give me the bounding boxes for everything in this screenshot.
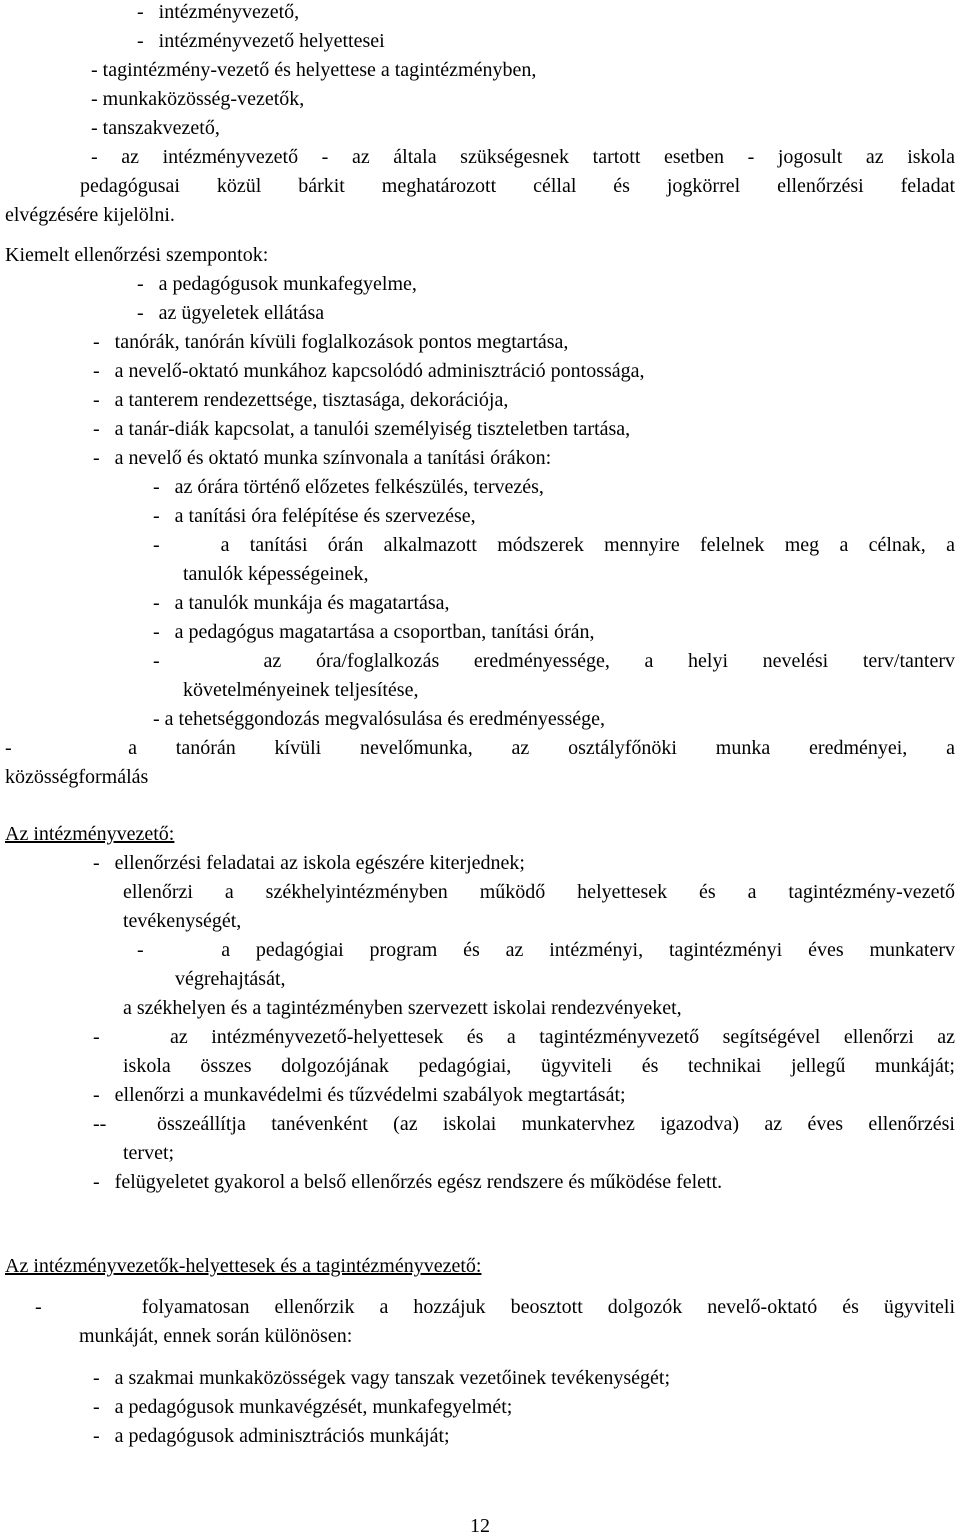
list-item: - folyamatosan ellenőrzik a hozzájuk beosztott dolgozók nevelő-oktató és ügyviteli [35,1296,955,1318]
list-item: - a tanterem rendezettsége, tisztasága, dekorációja, [93,389,509,411]
list-item-continued: iskola összes dolgozójának pedagógiai, ügyviteli és technikai jellegű munkáját; [123,1055,955,1077]
list-item: - az ügyeletek ellátása [137,302,325,324]
list-item-continued: munkáját, ennek során különösen: [79,1325,353,1347]
paragraph-line: elvégzésére kijelölni. [5,204,175,226]
list-item: - a pedagógusok adminisztrációs munkáját; [93,1425,450,1447]
list-item: - a nevelő és oktató munka színvonala a tanítási órákon: [93,447,552,469]
list-item: - a pedagógiai program és az intézményi, tagintézményi éves munkaterv [137,939,955,961]
list-item: - a pedagógusok munkavégzését, munkafegyelmét; [93,1396,513,1418]
list-item-continued: a székhelyen és a tagintézményben szervezett iskolai rendezvényeket, [123,997,682,1019]
list-item-continued: tanulók képességeinek, [183,563,369,585]
list-item: - tanórák, tanórán kívüli foglalkozások pontos megtartása, [93,331,569,353]
list-item-continued: ellenőrzi a székhelyintézményben működő helyettesek és a tagintézmény-vezető [123,881,955,903]
page-number: 12 [470,1515,490,1537]
list-item: - a nevelő-oktató munkához kapcsolódó adminisztráció pontossága, [93,360,645,382]
list-item: - a pedagógusok munkafegyelme, [137,273,417,295]
list-item: - munkaközösség-vezetők, [91,88,305,110]
list-item: - tanszakvezető, [91,117,220,139]
list-item: - a tanulók munkája és magatartása, [153,592,450,614]
section-heading: Az intézményvezető: [5,823,175,845]
section-heading: Az intézményvezetők-helyettesek és a tagintézményvezető: [5,1255,482,1277]
list-item-continued: követelményeinek teljesítése, [183,679,419,701]
section-heading: Kiemelt ellenőrzési szempontok: [5,244,269,266]
list-item: - a tanórán kívüli nevelőmunka, az osztályfőnöki munka eredményei, a [5,737,955,759]
list-item-continued: végrehajtását, [175,968,286,990]
list-item: - az intézményvezető-helyettesek és a tagintézményvezető segítségével ellenőrzi az [93,1026,955,1048]
list-item-continued: közösségformálás [5,766,149,788]
list-item: - intézményvezető, [137,1,300,23]
list-item: - az intézményvezető - az általa szükségesnek tartott esetben - jogosult az iskola [91,146,955,168]
list-item: - a tanítási órán alkalmazott módszerek mennyire felelnek meg a célnak, a [153,534,955,556]
list-item-continued: tevékenységét, [123,910,242,932]
list-item: - ellenőrzi a munkavédelmi és tűzvédelmi szabályok megtartását; [93,1084,626,1106]
list-item-continued: tervet; [123,1142,175,1164]
list-item: - a tehetséggondozás megvalósulása és eredményessége, [153,708,606,730]
list-item: - tagintézmény-vezető és helyettese a tagintézményben, [91,59,537,81]
list-item: -- összeállítja tanévenként (az iskolai munkatervhez igazodva) az éves ellenőrzési [93,1113,955,1135]
list-item: - a pedagógus magatartása a csoportban, tanítási órán, [153,621,595,643]
list-item: - az óra/foglalkozás eredményessége, a helyi nevelési terv/tanterv [153,650,955,672]
list-item: - felügyeletet gyakorol a belső ellenőrzés egész rendszere és működése felett. [93,1171,723,1193]
paragraph-line: pedagógusai közül bárkit meghatározott céllal és jogkörrel ellenőrzési feladat [80,175,955,197]
list-item: - ellenőrzési feladatai az iskola egészére kiterjednek; [93,852,525,874]
list-item: - a szakmai munkaközösségek vagy tanszak vezetőinek tevékenységét; [93,1367,671,1389]
list-item: - a tanítási óra felépítése és szervezése, [153,505,476,527]
list-item: - az órára történő előzetes felkészülés, tervezés, [153,476,544,498]
list-item: - a tanár-diák kapcsolat, a tanulói személyiség tiszteletben tartása, [93,418,631,440]
list-item: - intézményvezető helyettesei [137,30,385,52]
